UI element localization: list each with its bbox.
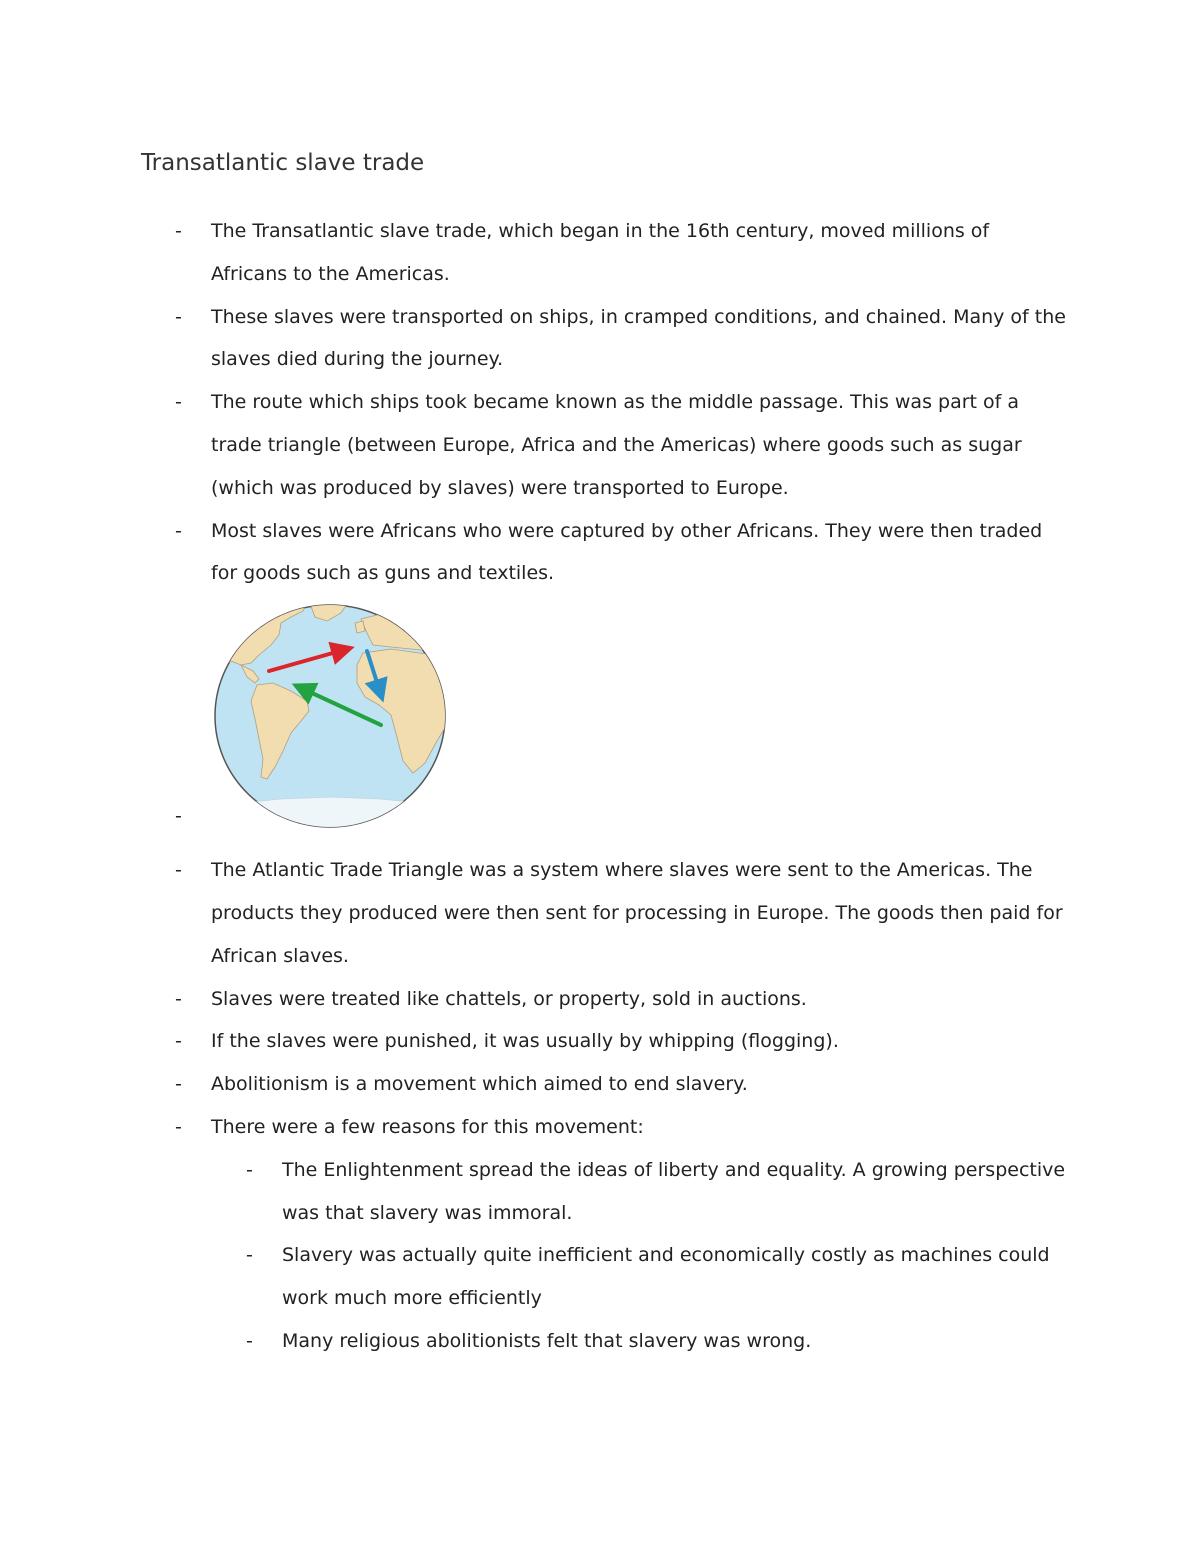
list-item — [0, 1106, 1071, 1149]
bullet-dash: - — [175, 391, 182, 414]
list-item-text: Slavery was actually quite inefficient and economically costly as machines could work much more efficiently — [282, 1244, 1050, 1310]
list-item-text: The Transatlantic slave trade, which began in the 16th century, moved millions of Africans to the Americas. — [211, 220, 990, 285]
bullet-dash: - — [175, 1073, 182, 1096]
list-item-map — [0, 595, 1071, 849]
bullet-dash: - — [175, 805, 182, 828]
antarctica — [211, 797, 449, 831]
bullet-dash: - — [175, 1115, 182, 1138]
bullet-dash: - — [246, 1329, 253, 1352]
list-item-text: These slaves were transported on ships, in cramped conditions, and chained. Many of the slaves died during the journey. — [211, 305, 1066, 371]
bullet-dash: - — [175, 1030, 182, 1053]
bullet-dash: - — [175, 859, 182, 882]
list-item — [0, 296, 1071, 382]
list-item-text: There were a few reasons for this movement: — [211, 1115, 644, 1138]
list-item — [0, 510, 1071, 596]
list-item-text: The Enlightenment spread the ideas of liberty and equality. A growing perspective was that slavery was immoral. — [282, 1158, 1066, 1224]
bullet-dash: - — [175, 987, 182, 1010]
list-item-text: Slaves were treated like chattels, or property, sold in auctions. — [211, 987, 807, 1010]
atlantic-trade-map — [211, 601, 449, 831]
bullet-dash: - — [175, 220, 182, 242]
list-item — [0, 1063, 1071, 1106]
sub-list-item — [0, 1234, 1072, 1320]
europe — [361, 613, 449, 651]
list-item-text: Most slaves were Africans who were captured by other Africans. They were then traded for goods such as guns and textiles. — [211, 519, 1043, 585]
list-item — [0, 978, 1071, 1021]
list-item-text: If the slaves were punished, it was usually by whipping (flogging). — [211, 1030, 839, 1053]
page-title: Transatlantic slave trade — [141, 150, 425, 176]
bullet-dash: - — [246, 1158, 253, 1181]
sub-list-item — [0, 1320, 1072, 1363]
british-isles — [355, 621, 365, 633]
list-item — [0, 849, 1071, 977]
list-item-text: Abolitionism is a movement which aimed to end slavery. — [211, 1073, 748, 1096]
list-item — [0, 381, 1071, 509]
bullet-dash: - — [246, 1244, 253, 1267]
sub-list-item — [0, 1149, 1072, 1235]
list-item — [0, 1020, 1071, 1063]
bullet-dash: - — [175, 519, 182, 542]
list-item-text: The route which ships took became known as the middle passage. This was part of a trade triangle (between Europe, Africa and the Americas) where goods such as sugar (which was produced by slaves) were transported to Europe. — [211, 391, 1022, 499]
bullet-list — [0, 210, 1200, 1363]
list-item — [0, 210, 1071, 296]
bullet-dash: - — [175, 305, 182, 328]
list-item-text: The Atlantic Trade Triangle was a system where slaves were sent to the Americas. The products they produced were then sent for processing in Europe. The goods then paid for African slaves. — [211, 859, 1063, 967]
list-item-text: Many religious abolitionists felt that slavery was wrong. — [282, 1329, 812, 1352]
